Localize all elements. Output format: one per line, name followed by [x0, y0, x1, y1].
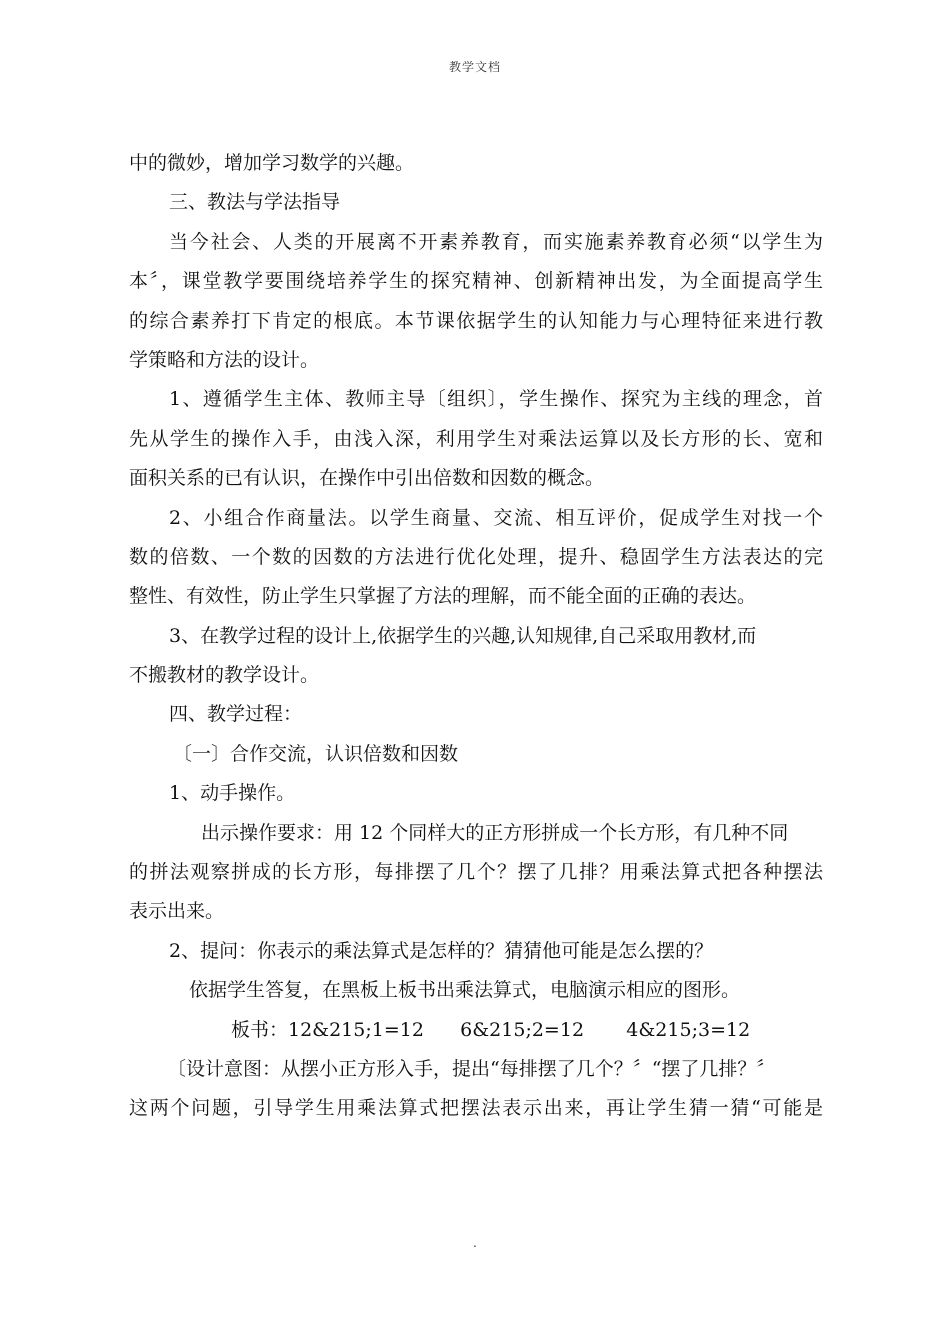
- paragraph-line: 当今社会、人类的开展离不开素养教育，而实施素养教育必须“以学生为: [169, 230, 823, 253]
- paragraph-line: 依据学生答复，在黑板上板书出乘法算式，电脑演示相应的图形。: [189, 979, 741, 1002]
- paragraph-line: 出示操作要求：用 12 个同样大的正方形拼成一个长方形，有几种不同: [201, 821, 789, 844]
- paragraph-line: 面积关系的已有认识，在操作中引出倍数和因数的概念。: [129, 467, 605, 490]
- paragraph-line: 表示出来。: [129, 900, 225, 923]
- paragraph-line: 2、小组合作商量法。以学生商量、交流、相互评价，促成学生对找一个: [169, 506, 823, 529]
- paragraph-line: 不搬教材的教学设计。: [129, 664, 320, 687]
- paragraph-line: 〔设计意图：从摆小正方形入手，提出“每排摆了几个？〞“摆了几排？〞: [167, 1057, 776, 1080]
- paragraph-line: 中的微妙，增加学习数学的兴趣。: [129, 152, 415, 174]
- paragraph-line: 这两个问题，引导学生用乘法算式把摆法表示出来，再让学生猜一猜“可能是: [129, 1097, 823, 1120]
- section-heading: 三、教法与学法指导: [169, 191, 341, 214]
- paragraph-line: 先从学生的操作入手，由浅入深，利用学生对乘法运算以及长方形的长、宽和: [129, 427, 823, 450]
- document-body: [129, 144, 823, 1129]
- paragraph-line: 2、提问：你表示的乘法算式是怎样的？猜猜他可能是怎么摆的？: [169, 939, 714, 962]
- paragraph-line: 数的倍数、一个数的因数的方法进行优化处理，提升、稳固学生方法表达的完: [129, 545, 823, 568]
- paragraph-line: 本〞，课堂教学要围绕培养学生的探究精神、创新精神出发，为全面提高学生: [129, 270, 823, 293]
- subsection-heading: 〔一〕合作交流，认识倍数和因数: [173, 742, 459, 765]
- paragraph-line: 整性、有效性，防止学生只掌握了方法的理解，而不能全面的正确的表达。: [129, 585, 757, 608]
- paragraph-line: 1、遵循学生主体、教师主导〔组织〕，学生操作、探究为主线的理念，首: [169, 388, 823, 411]
- paragraph-line: 学策略和方法的设计。: [129, 348, 320, 371]
- paragraph-line: 的综合素养打下肯定的根底。本节课依据学生的认知能力与心理特征来进行教: [129, 309, 823, 332]
- blackboard-formula: 板书：12&215;1=12 6&215;2=12 4&215;3=12: [231, 1018, 751, 1041]
- paragraph-line: 的拼法观察拼成的长方形，每排摆了几个？摆了几排？用乘法算式把各种摆法: [129, 861, 823, 884]
- section-heading: 四、教学过程：: [169, 703, 303, 726]
- paragraph-line: 3、在教学过程的设计上,依据学生的兴趣,认知规律,自己采取用教材,而: [169, 624, 757, 647]
- page-footer-mark: .: [473, 1236, 477, 1250]
- paragraph-line: 1、动手操作。: [169, 782, 296, 805]
- page-header: 教学文档: [448, 60, 501, 74]
